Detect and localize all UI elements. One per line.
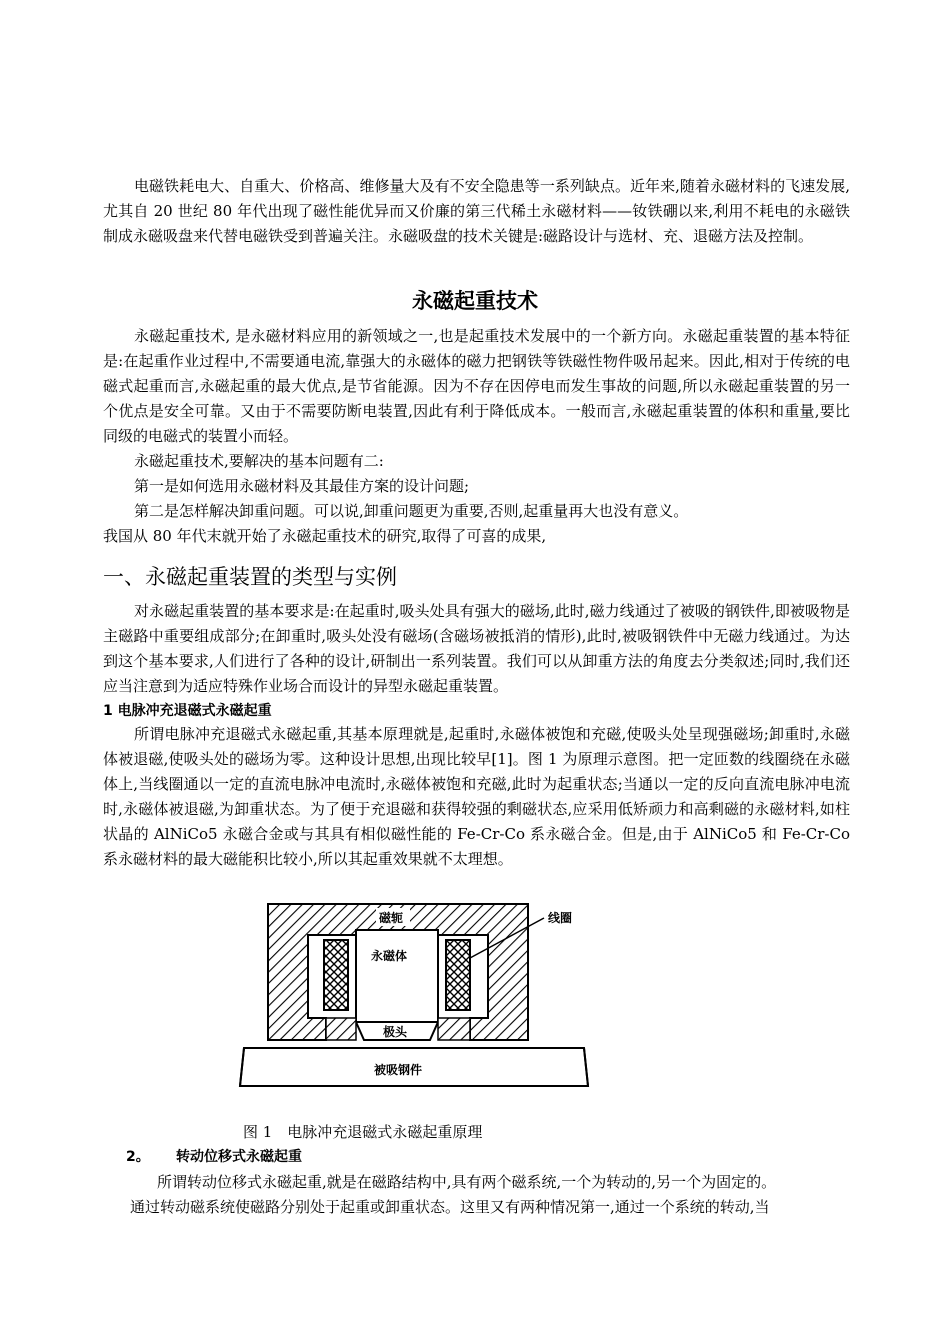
figure-label-yoke: 磁轭 [379,911,404,925]
figure-label-pole: 极头 [383,1025,408,1039]
figure-1-diagram [238,900,590,1100]
subsection-1-paragraph: 所谓电脉冲充退磁式永磁起重,其基本原理就是,起重时,永磁体被饱和充磁,使吸头处呈现强磁场;卸重时,永磁体被退磁,使吸头处的磁场为零。这种设计思想,出现比较早[1]。图 1 为原理示意图。把一定匝数的线圈绕在永磁体上,当线圈通以一定的直流电脉冲电流时,永磁体被饱和充磁,此时为起重状态;当通以一定的反向直流电脉冲电流时,永磁体被退磁,为卸重状态。为了便于充退磁和获得较强的剩磁状态,应采用低矫顽力和高剩磁的永磁材料,如柱状晶的 AlNiCo5 永磁合金或与其具有相似磁性能的 Fe-Cr-Co 系永磁合金。但是,由于 AlNiCo5 和 Fe-Cr-Co 系永磁材料的最大磁能积比较小,所以其起重效果就不太理想。 [103,725,850,868]
section-intro-paragraph-3: 第一是如何选用永磁材料及其最佳方案的设计问题; [134,477,470,495]
section-intro-paragraph-5: 我国从 80 年代末就开始了永磁起重技术的研究,取得了可喜的成果, [103,527,547,545]
subsection-2-number: 2。 [126,1149,150,1165]
page-title: 永磁起重技术 [412,289,538,313]
intro-paragraph: 电磁铁耗电大、自重大、价格高、维修量大及有不安全隐患等一系列缺点。近年来,随着永磁材料的飞速发展,尤其自 20 世纪 80 年代出现了磁性能优异而又价廉的第三代稀土永磁材料——钕铁硼以来,利用不耗电的永磁铁制成永磁吸盘来代替电磁铁受到普遍关注。永磁吸盘的技术关键是:磁路设计与选材、充、退磁方法及控制。 [103,177,850,245]
subsection-2-line-2: 通过转动磁系统使磁路分别处于起重或卸重状态。这里又有两种情况第一,通过一个系统的转动,当 [130,1198,770,1216]
section-intro-paragraph-4: 第二是怎样解决卸重问题。可以说,卸重问题更为重要,否则,起重量再大也没有意义。 [134,502,689,520]
section-1-paragraph: 对永磁起重装置的基本要求是:在起重时,吸头处具有强大的磁场,此时,磁力线通过了被吸的钢铁件,即被吸物是主磁路中重要组成部分;在卸重时,吸头处没有磁场(含磁场被抵消的情形),此时,被吸钢铁件中无磁力线通过。为达到这个基本要求,人们进行了各种的设计,研制出一系列装置。我们可以从卸重方法的角度去分类叙述;同时,我们还应当注意到为适应特殊作业场合而设计的异型永磁起重装置。 [103,602,850,695]
subsection-2-line-1: 所谓转动位移式永磁起重,就是在磁路结构中,具有两个磁系统,一个为转动的,另一个为固定的。 [157,1173,777,1191]
figure-1-caption: 图 1 电脉冲充退磁式永磁起重原理 [243,1123,483,1141]
figure-label-workpiece: 被吸钢件 [374,1063,423,1077]
section-1-heading: 一、永磁起重装置的类型与实例 [103,565,397,589]
subsection-2-heading: 转动位移式永磁起重 [176,1149,302,1165]
subsection-1-heading: 1 电脉冲充退磁式永磁起重 [103,703,272,719]
coil-left [324,940,348,1010]
figure-label-magnet: 永磁体 [371,949,408,963]
section-intro-paragraph-1: 永磁起重技术, 是永磁材料应用的新领域之一,也是起重技术发展中的一个新方向。永磁起重装置的基本特征是:在起重作业过程中,不需要通电流,靠强大的永磁体的磁力把钢铁等铁磁性物件吸吊起来。因此,相对于传统的电磁式起重而言,永磁起重的最大优点,是节省能源。因为不存在因停电而发生事故的问题,所以永磁起重装置的另一个优点是安全可靠。又由于不需要防断电装置,因此有利于降低成本。一般而言,永磁起重装置的体积和重量,要比同级的电磁式的装置小而轻。 [103,327,850,445]
coil-right [446,940,470,1010]
permanent-magnet-shape [356,930,438,1022]
figure-label-coil: 线圈 [548,911,573,925]
section-intro-paragraph-2: 永磁起重技术,要解决的基本问题有二: [134,452,384,470]
